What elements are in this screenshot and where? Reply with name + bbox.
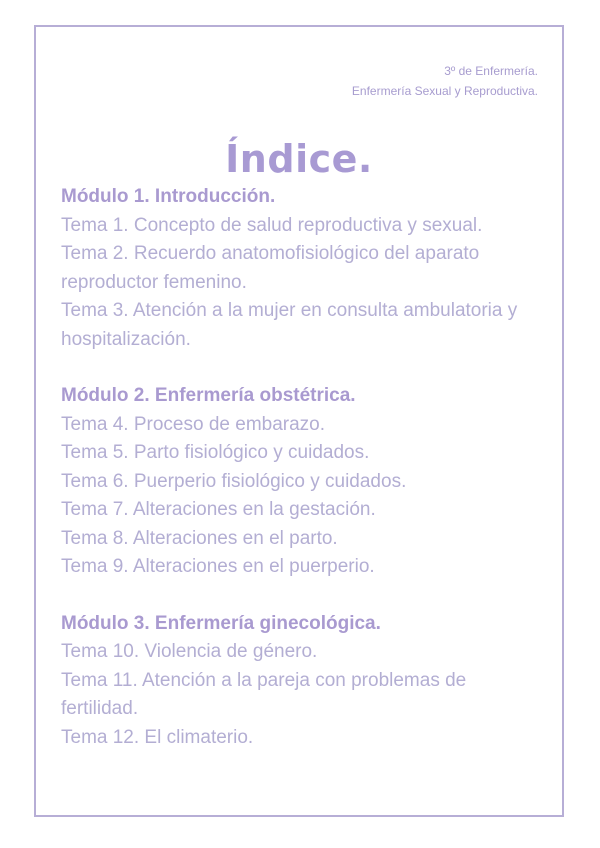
module-2-heading: Módulo 2. Enfermería obstétrica. (61, 385, 356, 406)
topic-12: Tema 12. El climaterio. (61, 726, 254, 748)
topic-3: Tema 3. Atención a la mujer en consulta ambulatoria y hospitalización. (61, 300, 518, 350)
module-2-section (61, 382, 541, 582)
topic-2: Tema 2. Recuerdo anatomofisiológico del aparato reproductor femenino. (61, 243, 480, 293)
page-frame (34, 25, 564, 817)
course-header (352, 61, 538, 101)
index-content (61, 183, 541, 780)
topic-7: Tema 7. Alteraciones en la gestación. (61, 499, 376, 520)
module-3-section (61, 610, 541, 753)
course-name: Enfermería Sexual y Reproductiva. (351, 84, 538, 98)
module-1-heading: Módulo 1. Introducción. (61, 186, 276, 207)
topic-6: Tema 6. Puerperio fisiológico y cuidados. (61, 470, 407, 492)
topic-11: Tema 11. Atención a la pareja con problemas de fertilidad. (61, 669, 467, 719)
course-year: 3º de Enfermería. (444, 64, 538, 78)
page-title: Índice. (225, 137, 373, 181)
module-1-section (61, 183, 541, 354)
topic-8: Tema 8. Alteraciones en el parto. (61, 527, 338, 549)
topic-5: Tema 5. Parto fisiológico y cuidados. (61, 442, 370, 463)
topic-1: Tema 1. Concepto de salud reproductiva y sexual. (61, 214, 483, 236)
module-3-heading: Módulo 3. Enfermería ginecológica. (61, 612, 381, 634)
topic-4: Tema 4. Proceso de embarazo. (61, 413, 326, 435)
topic-10: Tema 10. Violencia de género. (61, 641, 318, 662)
topic-9: Tema 9. Alteraciones en el puerperio. (61, 556, 375, 577)
